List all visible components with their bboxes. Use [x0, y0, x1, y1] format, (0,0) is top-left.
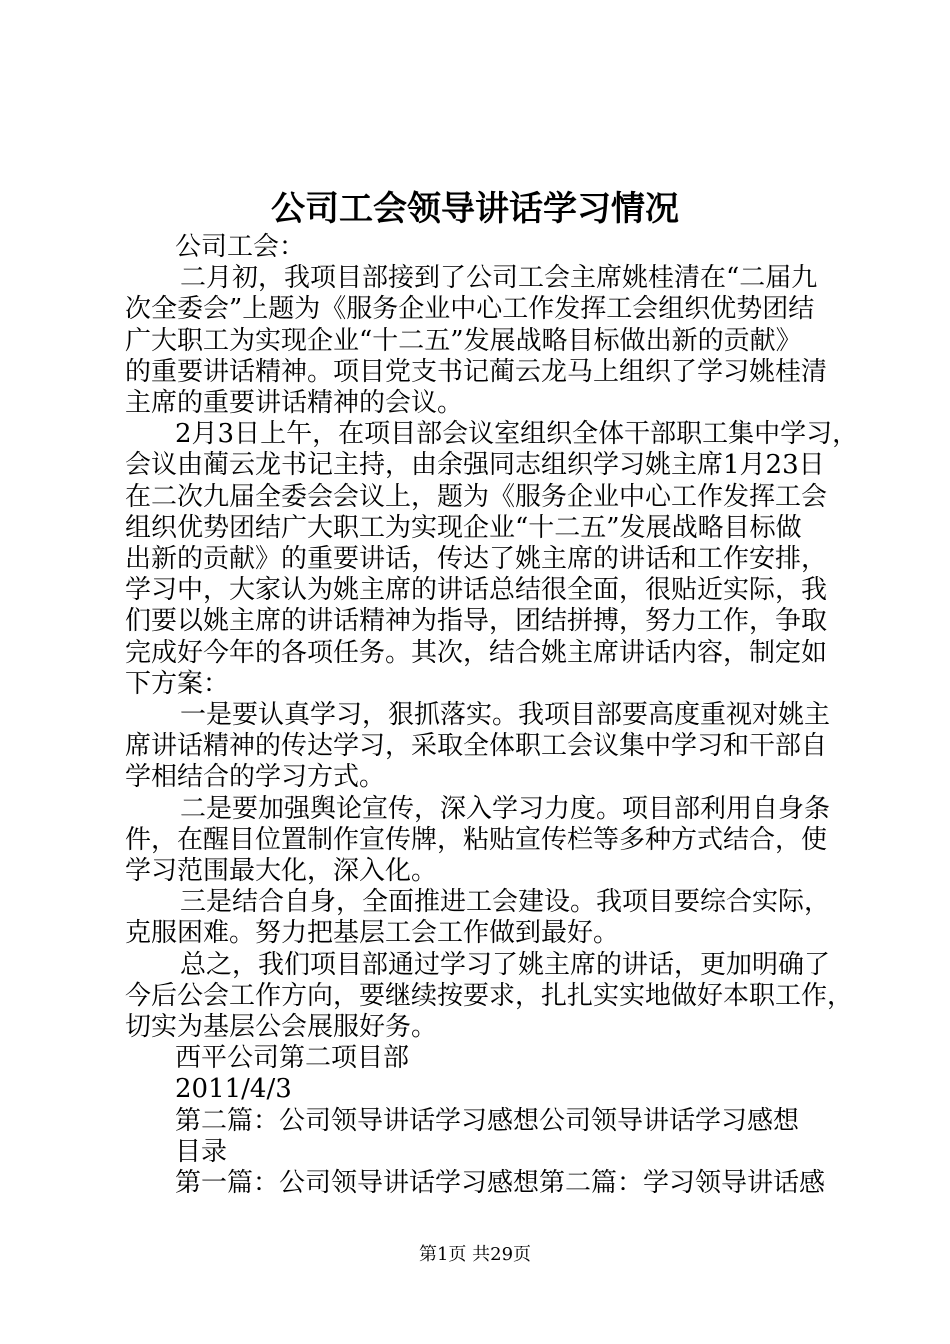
body-line: 总之，我们项目部通过学习了姚主席的讲话，更加明确了 — [180, 949, 831, 980]
body-line: 2月3日上午，在项目部会议室组织全体干部职工集中学习， — [175, 419, 859, 450]
body-line: 今后公会工作方向，要继续按要求，扎扎实实地做好本职工作， — [125, 980, 854, 1011]
body-line: 二月初，我项目部接到了公司工会主席姚桂清在“二届九 — [180, 263, 818, 294]
toc-entry-line: 第一篇：公司领导讲话学习感想第二篇：学习领导讲话感 — [175, 1168, 826, 1199]
page-number-footer: 第1页 共29页 — [418, 1244, 532, 1265]
body-line: 主席的重要讲话精神的会议。 — [125, 388, 464, 419]
body-line: 的重要讲话精神。项目党支书记蔺云龙马上组织了学习姚桂清 — [125, 356, 828, 387]
body-line: 席讲话精神的传达学习，采取全体职工会议集中学习和干部自 — [125, 731, 828, 762]
toc-heading-line: 目录 — [175, 1136, 228, 1167]
body-line: 学习范围最大化，深入化。 — [125, 856, 438, 887]
body-line: 在二次九届全委会会议上，题为《服务企业中心工作发挥工会 — [125, 481, 828, 512]
document-title: 公司工会领导讲话学习情况 — [271, 189, 679, 229]
date-line: 2011/4/3 — [175, 1074, 292, 1105]
body-line: 学习中，大家认为姚主席的讲话总结很全面，很贴近实际，我 — [125, 575, 828, 606]
salutation-line: 公司工会： — [175, 232, 306, 262]
body-line: 完成好今年的各项任务。其次，结合姚主席讲话内容，制定如 — [125, 637, 828, 668]
body-line: 下方案： — [125, 668, 230, 699]
body-line: 切实为基层公会展服好务。 — [125, 1012, 438, 1043]
body-line: 广大职工为实现企业“十二五”发展战略目标做出新的贡献》 — [125, 325, 802, 356]
body-line: 组织优势团结广大职工为实现企业“十二五”发展战略目标做 — [125, 512, 802, 543]
body-line: 们要以姚主席的讲话精神为指导，团结拼搏，努力工作，争取 — [125, 606, 828, 637]
body-line: 学相结合的学习方式。 — [125, 762, 386, 793]
body-line: 次全委会”上题为《服务企业中心工作发挥工会组织优势团结 — [125, 294, 815, 325]
body-line: 三是结合自身，全面推进工会建设。我项目要综合实际， — [180, 887, 831, 918]
body-line: 出新的贡献》的重要讲话，传达了姚主席的讲话和工作安排， — [125, 544, 828, 575]
document-body — [125, 232, 859, 1199]
body-line: 一是要认真学习，狠抓落实。我项目部要高度重视对姚主 — [180, 700, 831, 731]
body-line: 会议由蔺云龙书记主持，由余强同志组织学习姚主席1月23日 — [125, 450, 825, 481]
body-line: 件，在醒目位置制作宣传牌，粘贴宣传栏等多种方式结合，使 — [125, 824, 828, 855]
body-line: 克服困难。努力把基层工会工作做到最好。 — [125, 918, 620, 949]
section-heading-line: 第二篇：公司领导讲话学习感想公司领导讲话学习感想 — [175, 1105, 800, 1136]
body-line: 二是要加强舆论宣传，深入学习力度。项目部利用自身条 — [180, 793, 831, 824]
signature-line: 西平公司第二项目部 — [175, 1043, 410, 1074]
